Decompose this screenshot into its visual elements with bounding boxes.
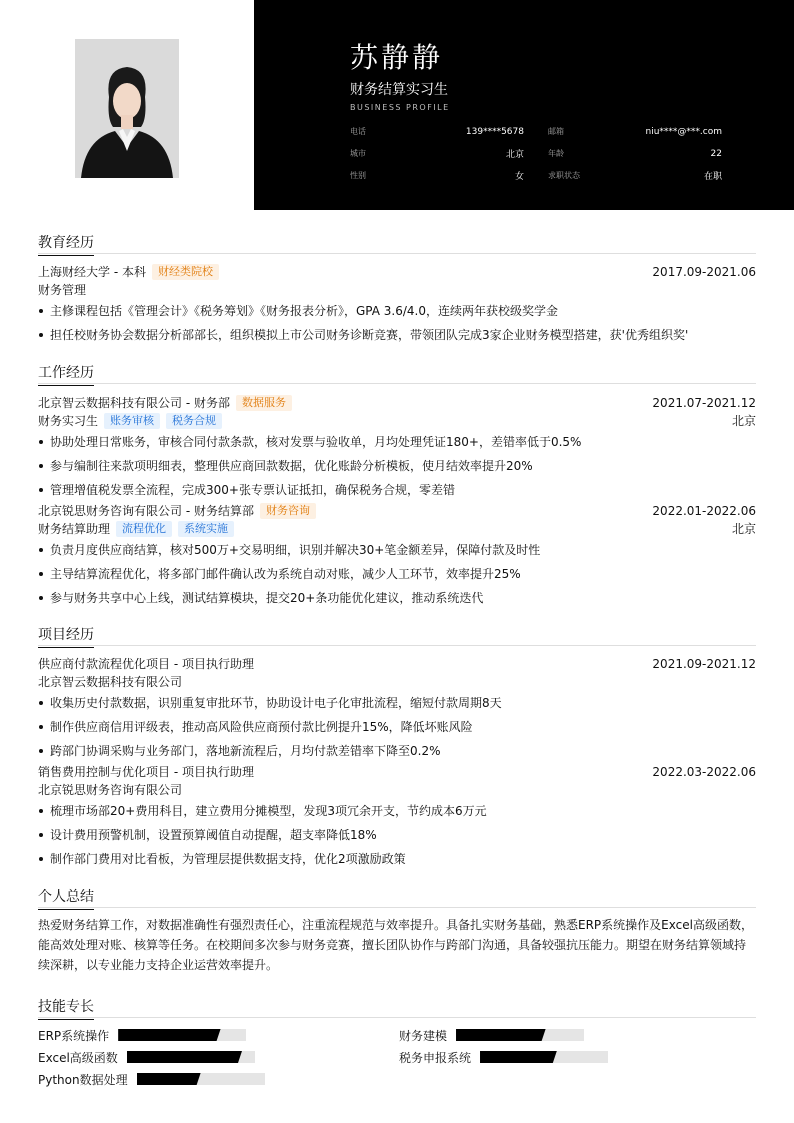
skill-item — [38, 1050, 255, 1064]
projects-section — [38, 624, 756, 871]
education-header — [38, 263, 756, 281]
list-item: 制作部门费用对比看板，为管理层提供数据支持，优化2项激励政策 — [38, 847, 756, 871]
project-name: 销售费用控制与优化项目 - 项目执行助理 — [38, 765, 254, 779]
skill-fill — [480, 1051, 557, 1063]
project-header — [38, 763, 756, 781]
list-item: 设计费用预警机制，设置预算阈值自动提醒，超支率降低18% — [38, 823, 756, 847]
school-tag: 财经类院校 — [152, 264, 219, 280]
section-title: 项目经历 — [38, 624, 94, 648]
info-city — [350, 148, 524, 159]
info-value: 在职 — [703, 172, 722, 182]
skill-fill — [137, 1073, 201, 1085]
profile-header — [254, 0, 794, 210]
list-item: 主导结算流程优化，将多部门邮件确认改为系统自动对账，减少人工环节，效率提升25% — [38, 562, 756, 586]
skill-name: ERP系统操作 — [38, 1028, 110, 1043]
company-name: 北京锐思财务咨询有限公司 - 财务结算部 — [38, 504, 254, 518]
skill-bar — [480, 1051, 608, 1063]
list-item: 管理增值税发票全流程，完成300+张专票认证抵扣，确保税务合规，零差错 — [38, 478, 756, 502]
skill-fill — [118, 1029, 220, 1041]
section-title: 个人总结 — [38, 886, 94, 910]
contact-info-grid — [350, 126, 722, 181]
candidate-name: 苏静静 — [350, 41, 444, 74]
skill-bar — [137, 1073, 265, 1085]
work-role-line — [38, 412, 756, 430]
skill-name: Python数据处理 — [38, 1072, 128, 1087]
list-item: 参与财务共享中心上线，测试结算模块，提交20+条功能优化建议，推动系统迭代 — [38, 586, 756, 610]
skill-item — [399, 1028, 584, 1042]
list-item: 协助处理日常账务，审核合同付款条款，核对发票与验收单，月均处理凭证180+，差错率低于0.5% — [38, 430, 756, 454]
date-range: 2022.03-2022.06 — [652, 765, 756, 779]
section-title: 技能专长 — [38, 996, 94, 1020]
project-org: 北京锐思财务咨询有限公司 — [38, 783, 183, 797]
role-tag: 账务审核 — [104, 413, 160, 429]
project-org: 北京智云数据科技有限公司 — [38, 675, 183, 689]
date-range: 2017.09-2021.06 — [652, 265, 756, 279]
info-value: 22 — [710, 148, 722, 159]
project-header — [38, 655, 756, 673]
work-item-header — [38, 502, 756, 520]
company-name: 北京智云数据科技有限公司 - 财务部 — [38, 396, 230, 410]
info-email — [548, 126, 722, 137]
profile-photo — [75, 39, 179, 178]
info-age — [548, 148, 722, 159]
info-label: 年龄 — [548, 149, 564, 158]
section-title: 工作经历 — [38, 362, 94, 386]
list-item: 负责月度供应商结算，核对500万+交易明细，识别并解决30+笔金额差异，保障付款及时性 — [38, 538, 756, 562]
work-city: 北京 — [731, 414, 756, 428]
skill-item — [38, 1072, 265, 1086]
info-label: 城市 — [350, 149, 366, 158]
info-label: 邮箱 — [548, 127, 564, 136]
section-title: 教育经历 — [38, 232, 94, 256]
list-item: 担任校财务协会数据分析部部长，组织模拟上市公司财务诊断竞赛，带领团队完成3家企业财务模型搭建，获'优秀组织奖' — [38, 323, 756, 347]
skills-section — [38, 996, 756, 1108]
work-city: 北京 — [731, 522, 756, 536]
skill-item — [38, 1028, 246, 1042]
role-name: 财务结算助理 — [38, 522, 111, 536]
date-range: 2021.09-2021.12 — [652, 657, 756, 671]
work-item-header — [38, 394, 756, 412]
skill-fill — [127, 1051, 242, 1063]
list-item: 梳理市场部20+费用科目，建立费用分摊模型，发现3项冗余开支，节约成本6万元 — [38, 799, 756, 823]
list-item: 收集历史付款数据，识别重复审批环节，协助设计电子化审批流程，缩短付款周期8天 — [38, 691, 756, 715]
job-title: 财务结算实习生 — [350, 82, 448, 98]
info-value: 北京 — [505, 150, 524, 160]
info-value: 139****5678 — [465, 126, 524, 137]
list-item: 跨部门协调采购与业务部门，落地新流程后，月均付款差错率下降至0.2% — [38, 739, 756, 763]
info-gender — [350, 170, 524, 181]
skill-name: Excel高级函数 — [38, 1050, 118, 1065]
role-tag: 系统实施 — [178, 521, 234, 537]
major: 财务管理 — [38, 283, 87, 297]
list-item: 制作供应商信用评级表，推动高风险供应商预付款比例提升15%，降低坏账风险 — [38, 715, 756, 739]
summary-section — [38, 886, 756, 975]
skill-name: 财务建模 — [399, 1028, 448, 1043]
role-tag: 税务合规 — [166, 413, 222, 429]
summary-text: 热爱财务结算工作，对数据准确性有强烈责任心，注重流程规范与效率提升。具备扎实财务基础，熟悉ERP系统操作及Excel高级函数，能高效处理对账、核算等任务。在校期间多次参与财务竞赛，擅长团队协作与跨部门沟通，具备较强抗压能力。期望在财务结算领域持续深耕，以专业能力支持企业运营效率提升。 — [38, 918, 753, 972]
skill-item — [399, 1050, 608, 1064]
info-phone — [350, 126, 524, 137]
date-range: 2022.01-2022.06 — [652, 504, 756, 518]
skill-fill — [456, 1029, 546, 1041]
list-item: 参与编制往来款项明细表，整理供应商回款数据，优化账龄分析模板，使月结效率提升20% — [38, 454, 756, 478]
role-tag: 流程优化 — [116, 521, 172, 537]
skill-bar — [118, 1029, 246, 1041]
skills-list — [38, 1028, 756, 1108]
education-section — [38, 232, 756, 347]
project-name: 供应商付款流程优化项目 - 项目执行助理 — [38, 657, 254, 671]
company-tag: 数据服务 — [236, 395, 292, 411]
skill-bar — [456, 1029, 584, 1041]
skill-bar — [127, 1051, 255, 1063]
info-value: 女 — [514, 172, 524, 182]
work-section — [38, 362, 756, 610]
list-item: 主修课程包括《管理会计》《税务筹划》《财务报表分析》，GPA 3.6/4.0，连续两年获校级奖学金 — [38, 299, 756, 323]
work-role-line — [38, 520, 756, 538]
info-label: 求职状态 — [548, 171, 580, 180]
info-job-status — [548, 170, 722, 181]
info-label: 性别 — [350, 171, 366, 180]
skill-name: 税务申报系统 — [399, 1050, 472, 1065]
date-range: 2021.07-2021.12 — [652, 396, 756, 410]
role-name: 财务实习生 — [38, 414, 99, 428]
profile-subtitle: BUSINESS PROFILE — [350, 103, 450, 112]
company-tag: 财务咨询 — [260, 503, 316, 519]
info-label: 电话 — [350, 127, 366, 136]
school-name: 上海财经大学 - 本科 — [38, 265, 146, 279]
person-photo-icon — [75, 39, 179, 178]
info-value: niu****@***.com — [645, 126, 722, 137]
